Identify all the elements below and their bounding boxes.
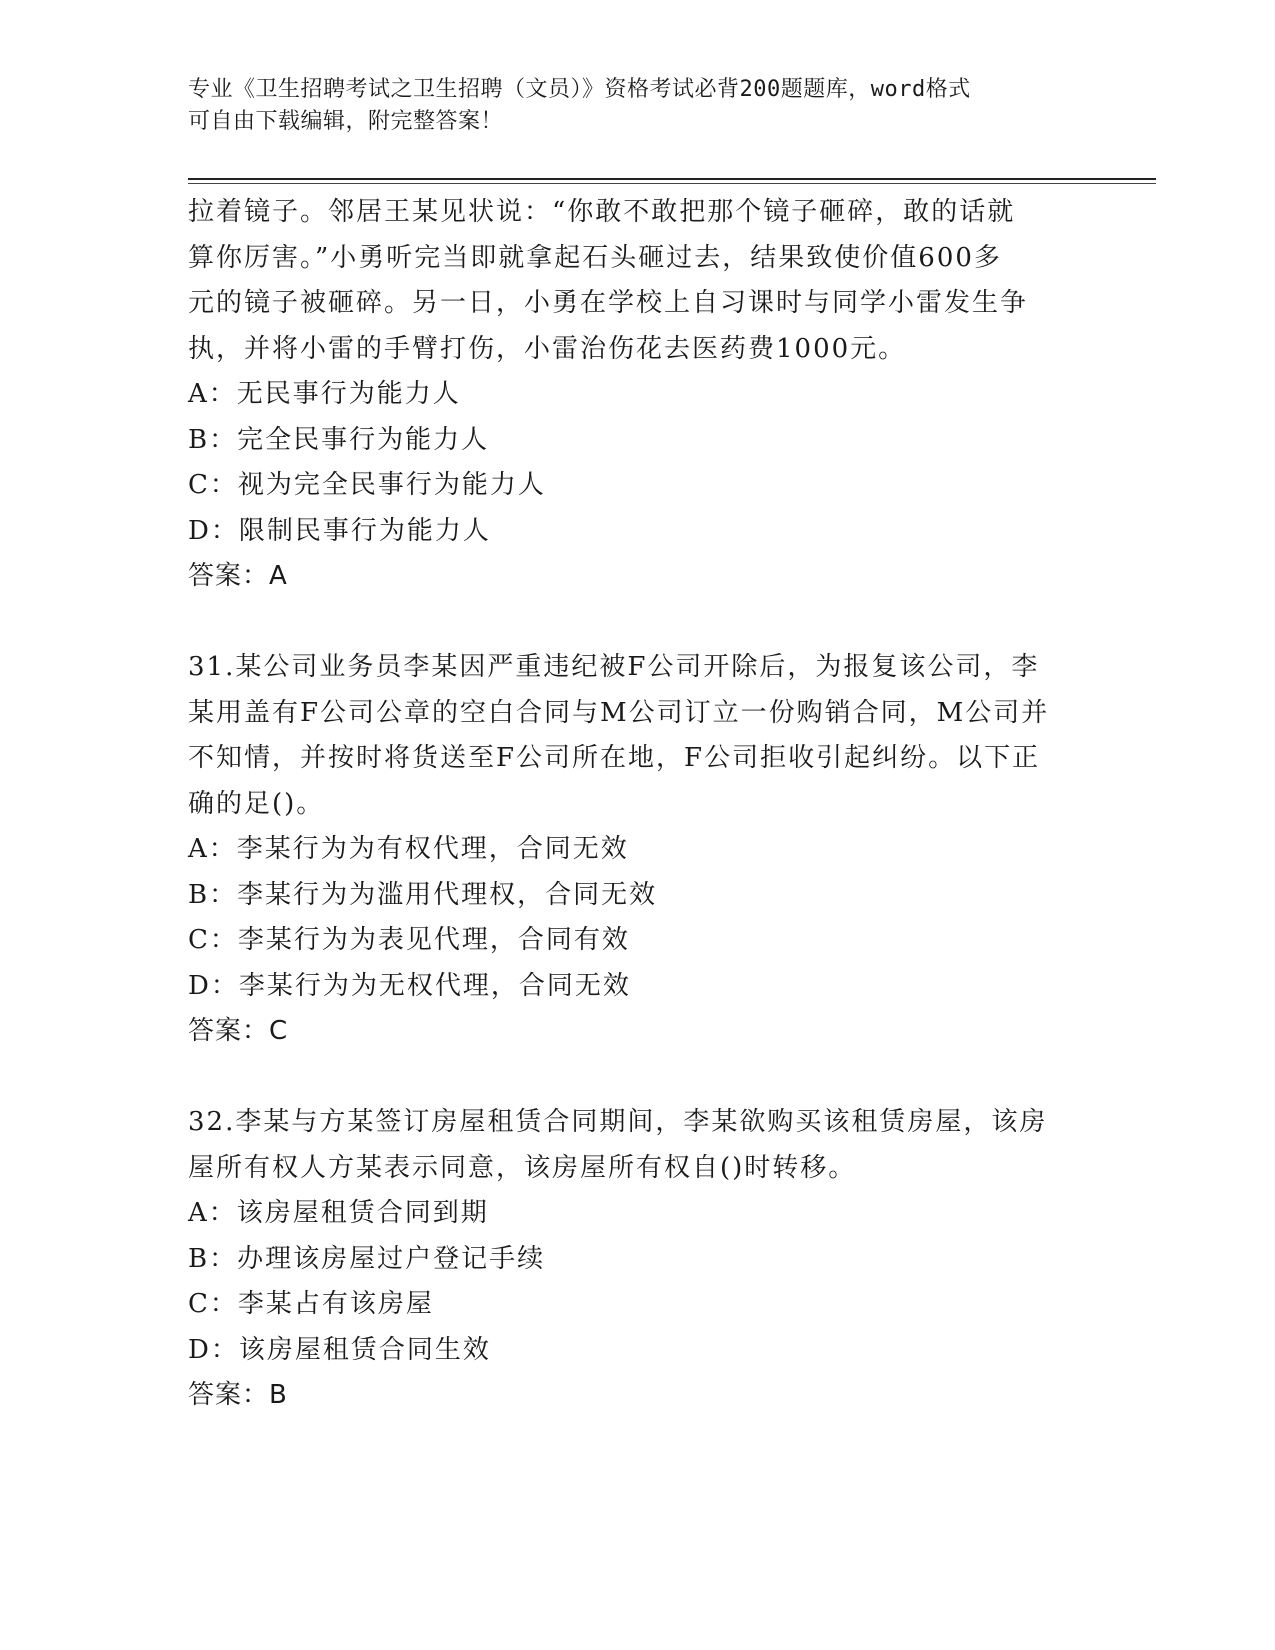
question-30-stem-line-2: 算你厉害。”小勇听完当即就拿起石头砸过去，结果致使价值600多 <box>188 242 1002 273</box>
spacer <box>188 600 1088 646</box>
question-31-option-a: A：李某行为为有权代理，合同无效 <box>188 834 629 864</box>
question-32-stem-line-2: 屋所有权人方某表示同意，该房屋所有权自()时转移。 <box>188 1152 857 1183</box>
question-32-block <box>188 1100 1088 1419</box>
document-header <box>188 74 1088 138</box>
question-31-stem-line-3: 不知情，并按时将货送至F公司所在地，F公司拒收引起纠纷。以下正 <box>188 743 1041 773</box>
question-30-answer: 答案：A <box>188 561 288 591</box>
question-30-option-b: B：完全民事行为能力人 <box>188 424 490 455</box>
question-31-stem-line-4: 确的足()。 <box>188 788 325 819</box>
question-32-option-c: C：李某占有该房屋 <box>188 1289 434 1319</box>
question-30-stem-line-4: 执，并将小雷的手臂打伤，小雷治伤花去医药费1000元。 <box>188 333 907 364</box>
question-32-stem-line-1: 32.李某与方某签订房屋租赁合同期间，李某欲购买该租赁房屋，该房 <box>188 1107 1048 1137</box>
question-30-block <box>188 190 1088 600</box>
question-31-stem-line-2: 某用盖有F公司公章的空白合同与M公司订立一份购销合同，M公司并 <box>188 697 1050 728</box>
spacer <box>188 1055 1088 1101</box>
header-rule-thick <box>188 178 1156 180</box>
question-32-option-d: D：该房屋租赁合同生效 <box>188 1334 491 1365</box>
question-content <box>188 190 1088 1419</box>
question-30-option-a: A：无民事行为能力人 <box>188 379 461 409</box>
header-title-line-2: 可自由下载编辑，附完整答案！ <box>188 109 504 134</box>
header-rule-thin <box>188 183 1156 184</box>
question-31-option-d: D：李某行为为无权代理，合同无效 <box>188 970 631 1001</box>
question-30-stem-line-3: 元的镜子被砸碎。另一日，小勇在学校上自习课时与同学小雷发生争 <box>188 288 1029 318</box>
question-31-stem-line-1: 31.某公司业务员李某因严重违纪被F公司开除后，为报复该公司，李 <box>188 652 1040 682</box>
question-30-stem-line-1: 拉着镜子。邻居王某见状说：“你敢不敢把那个镜子砸碎，敢的话就 <box>188 197 1016 227</box>
question-31-option-c: C：李某行为为表见代理，合同有效 <box>188 925 630 955</box>
question-31-block <box>188 645 1088 1055</box>
question-32-option-a: A：该房屋租赁合同到期 <box>188 1198 489 1228</box>
header-title-line-1: 专业《卫生招聘考试之卫生招聘（文员）》资格考试必背200题题库，word格式 <box>188 77 971 102</box>
question-30-option-c: C：视为完全民事行为能力人 <box>188 470 546 500</box>
question-32-answer: 答案：B <box>188 1380 288 1410</box>
question-30-option-d: D：限制民事行为能力人 <box>188 515 491 546</box>
question-31-answer: 答案：C <box>188 1016 289 1046</box>
question-31-option-b: B：李某行为为滥用代理权，合同无效 <box>188 879 658 910</box>
question-32-option-b: B：办理该房屋过户登记手续 <box>188 1243 546 1274</box>
